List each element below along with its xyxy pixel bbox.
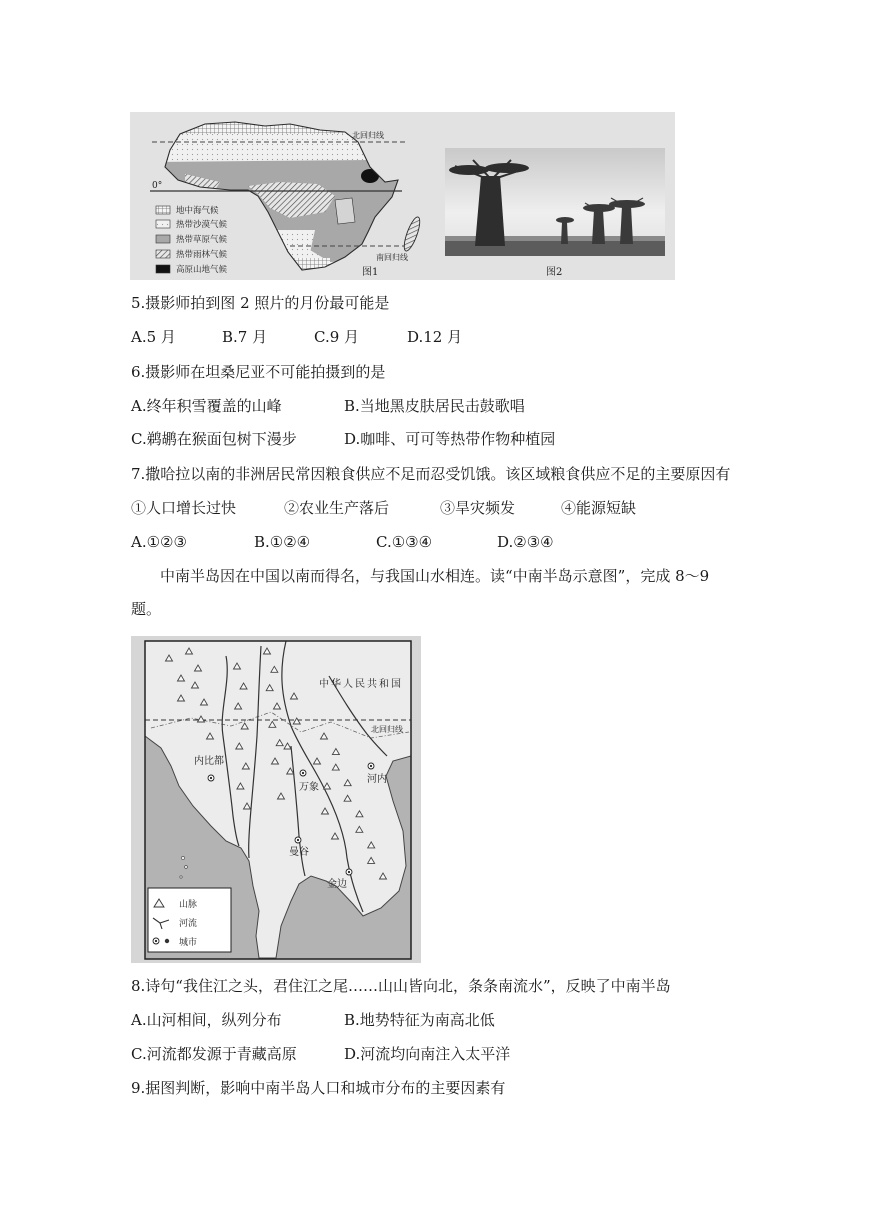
capital-dot-icon — [297, 839, 299, 841]
option-d: D.②③④ — [497, 533, 554, 551]
option-d: D.咖啡、可可等热带作物种植园 — [344, 430, 556, 448]
option-a: A.山河相间，纵列分布 — [131, 1011, 282, 1029]
capital-dot-icon — [302, 772, 304, 774]
option-b: B.7 月 — [222, 328, 268, 346]
tropic-south-label: 南回归线 — [376, 253, 408, 262]
legend-label: 城市 — [179, 938, 198, 948]
capital-dot-icon — [348, 871, 350, 873]
capital-dot-icon — [155, 940, 157, 942]
figure-africa-and-photo — [130, 112, 675, 280]
city-label: 万象 — [299, 782, 319, 793]
question-stem: 8.诗句“我住江之头，君住江之尾……山山皆向北，条条南流水”，反映了中南半岛 — [131, 977, 671, 995]
city-dot-icon — [165, 939, 169, 943]
option-c: C.河流都发源于青藏高原 — [131, 1045, 297, 1063]
highland-zone — [361, 169, 379, 183]
city-label: 河内 — [367, 774, 387, 785]
highland-zone-east — [335, 198, 355, 224]
figure-1-caption: 图1 — [362, 267, 379, 278]
mediterranean-swatch-icon — [156, 206, 170, 214]
capital-dot-icon — [210, 777, 212, 779]
savanna-swatch-icon — [156, 235, 170, 243]
legend-label: 山脉 — [179, 900, 198, 910]
indochina-map — [131, 636, 421, 963]
tropic-label: 北回归线 — [371, 725, 403, 734]
island — [180, 876, 182, 878]
option-a: A.①②③ — [131, 533, 187, 551]
passage-line: 题。 — [131, 600, 162, 618]
legend-label: 热带雨林气候 — [176, 250, 228, 260]
option-b: B.①②④ — [254, 533, 311, 551]
question-stem: 9.据图判断，影响中南半岛人口和城市分布的主要因素有 — [131, 1079, 506, 1097]
country-label: 中华人民共和国 — [319, 679, 403, 690]
figure-2-caption: 图2 — [546, 267, 563, 278]
rainforest-swatch-icon — [156, 250, 170, 258]
highland-swatch-icon — [156, 265, 170, 273]
question-stem: 7.撒哈拉以南的非洲居民常因粮食供应不足而忍受饥饿。该区域粮食供应不足的主要原因有 — [131, 465, 731, 483]
statement-4: ④能源短缺 — [561, 499, 637, 517]
option-b: B.地势特征为南高北低 — [344, 1011, 495, 1029]
africa-legend — [156, 205, 228, 275]
question-stem: 5.摄影师拍到图 2 照片的月份最可能是 — [131, 294, 390, 312]
madagascar-island — [401, 215, 423, 252]
mediterranean-zone-south — [285, 258, 330, 278]
city-label: 内比都 — [194, 756, 224, 767]
option-a: A.终年积雪覆盖的山峰 — [131, 397, 282, 415]
legend-label: 河流 — [179, 919, 198, 929]
statement-1: ①人口增长过快 — [131, 499, 237, 517]
desert-swatch-icon — [156, 220, 170, 228]
question-stem: 6.摄影师在坦桑尼亚不可能拍摄到的是 — [131, 363, 386, 381]
statement-2: ②农业生产落后 — [284, 499, 390, 517]
legend-label: 高原山地气候 — [176, 265, 228, 275]
option-d: D.12 月 — [407, 328, 463, 346]
island — [185, 866, 188, 869]
city-label: 曼谷 — [289, 847, 309, 858]
option-d: D.河流均向南注入太平洋 — [344, 1045, 511, 1063]
capital-dot-icon — [370, 765, 372, 767]
option-a: A.5 月 — [131, 328, 176, 346]
city-label: 金边 — [327, 879, 347, 890]
option-c: C.9 月 — [314, 328, 360, 346]
indochina-map-svg — [131, 636, 421, 963]
legend-label: 地中海气候 — [176, 206, 219, 216]
passage-line: 中南半岛因在中国以南而得名，与我国山水相连。读“中南半岛示意图”，完成 8～9 — [160, 567, 710, 585]
option-c: C.鹈鹕在猴面包树下漫步 — [131, 430, 297, 448]
option-b: B.当地黑皮肤居民击鼓歌唱 — [344, 397, 525, 415]
legend-label: 热带沙漠气候 — [176, 220, 228, 230]
map-legend — [148, 888, 231, 952]
option-c: C.①③④ — [376, 533, 433, 551]
legend-label: 热带草原气候 — [176, 235, 228, 245]
tropic-north-label: 北回归线 — [352, 131, 384, 140]
statement-3: ③旱灾频发 — [440, 499, 516, 517]
figure-svg — [130, 112, 675, 280]
equator-label: 0° — [152, 181, 163, 191]
island — [181, 856, 184, 859]
baobab-photo — [445, 148, 665, 256]
